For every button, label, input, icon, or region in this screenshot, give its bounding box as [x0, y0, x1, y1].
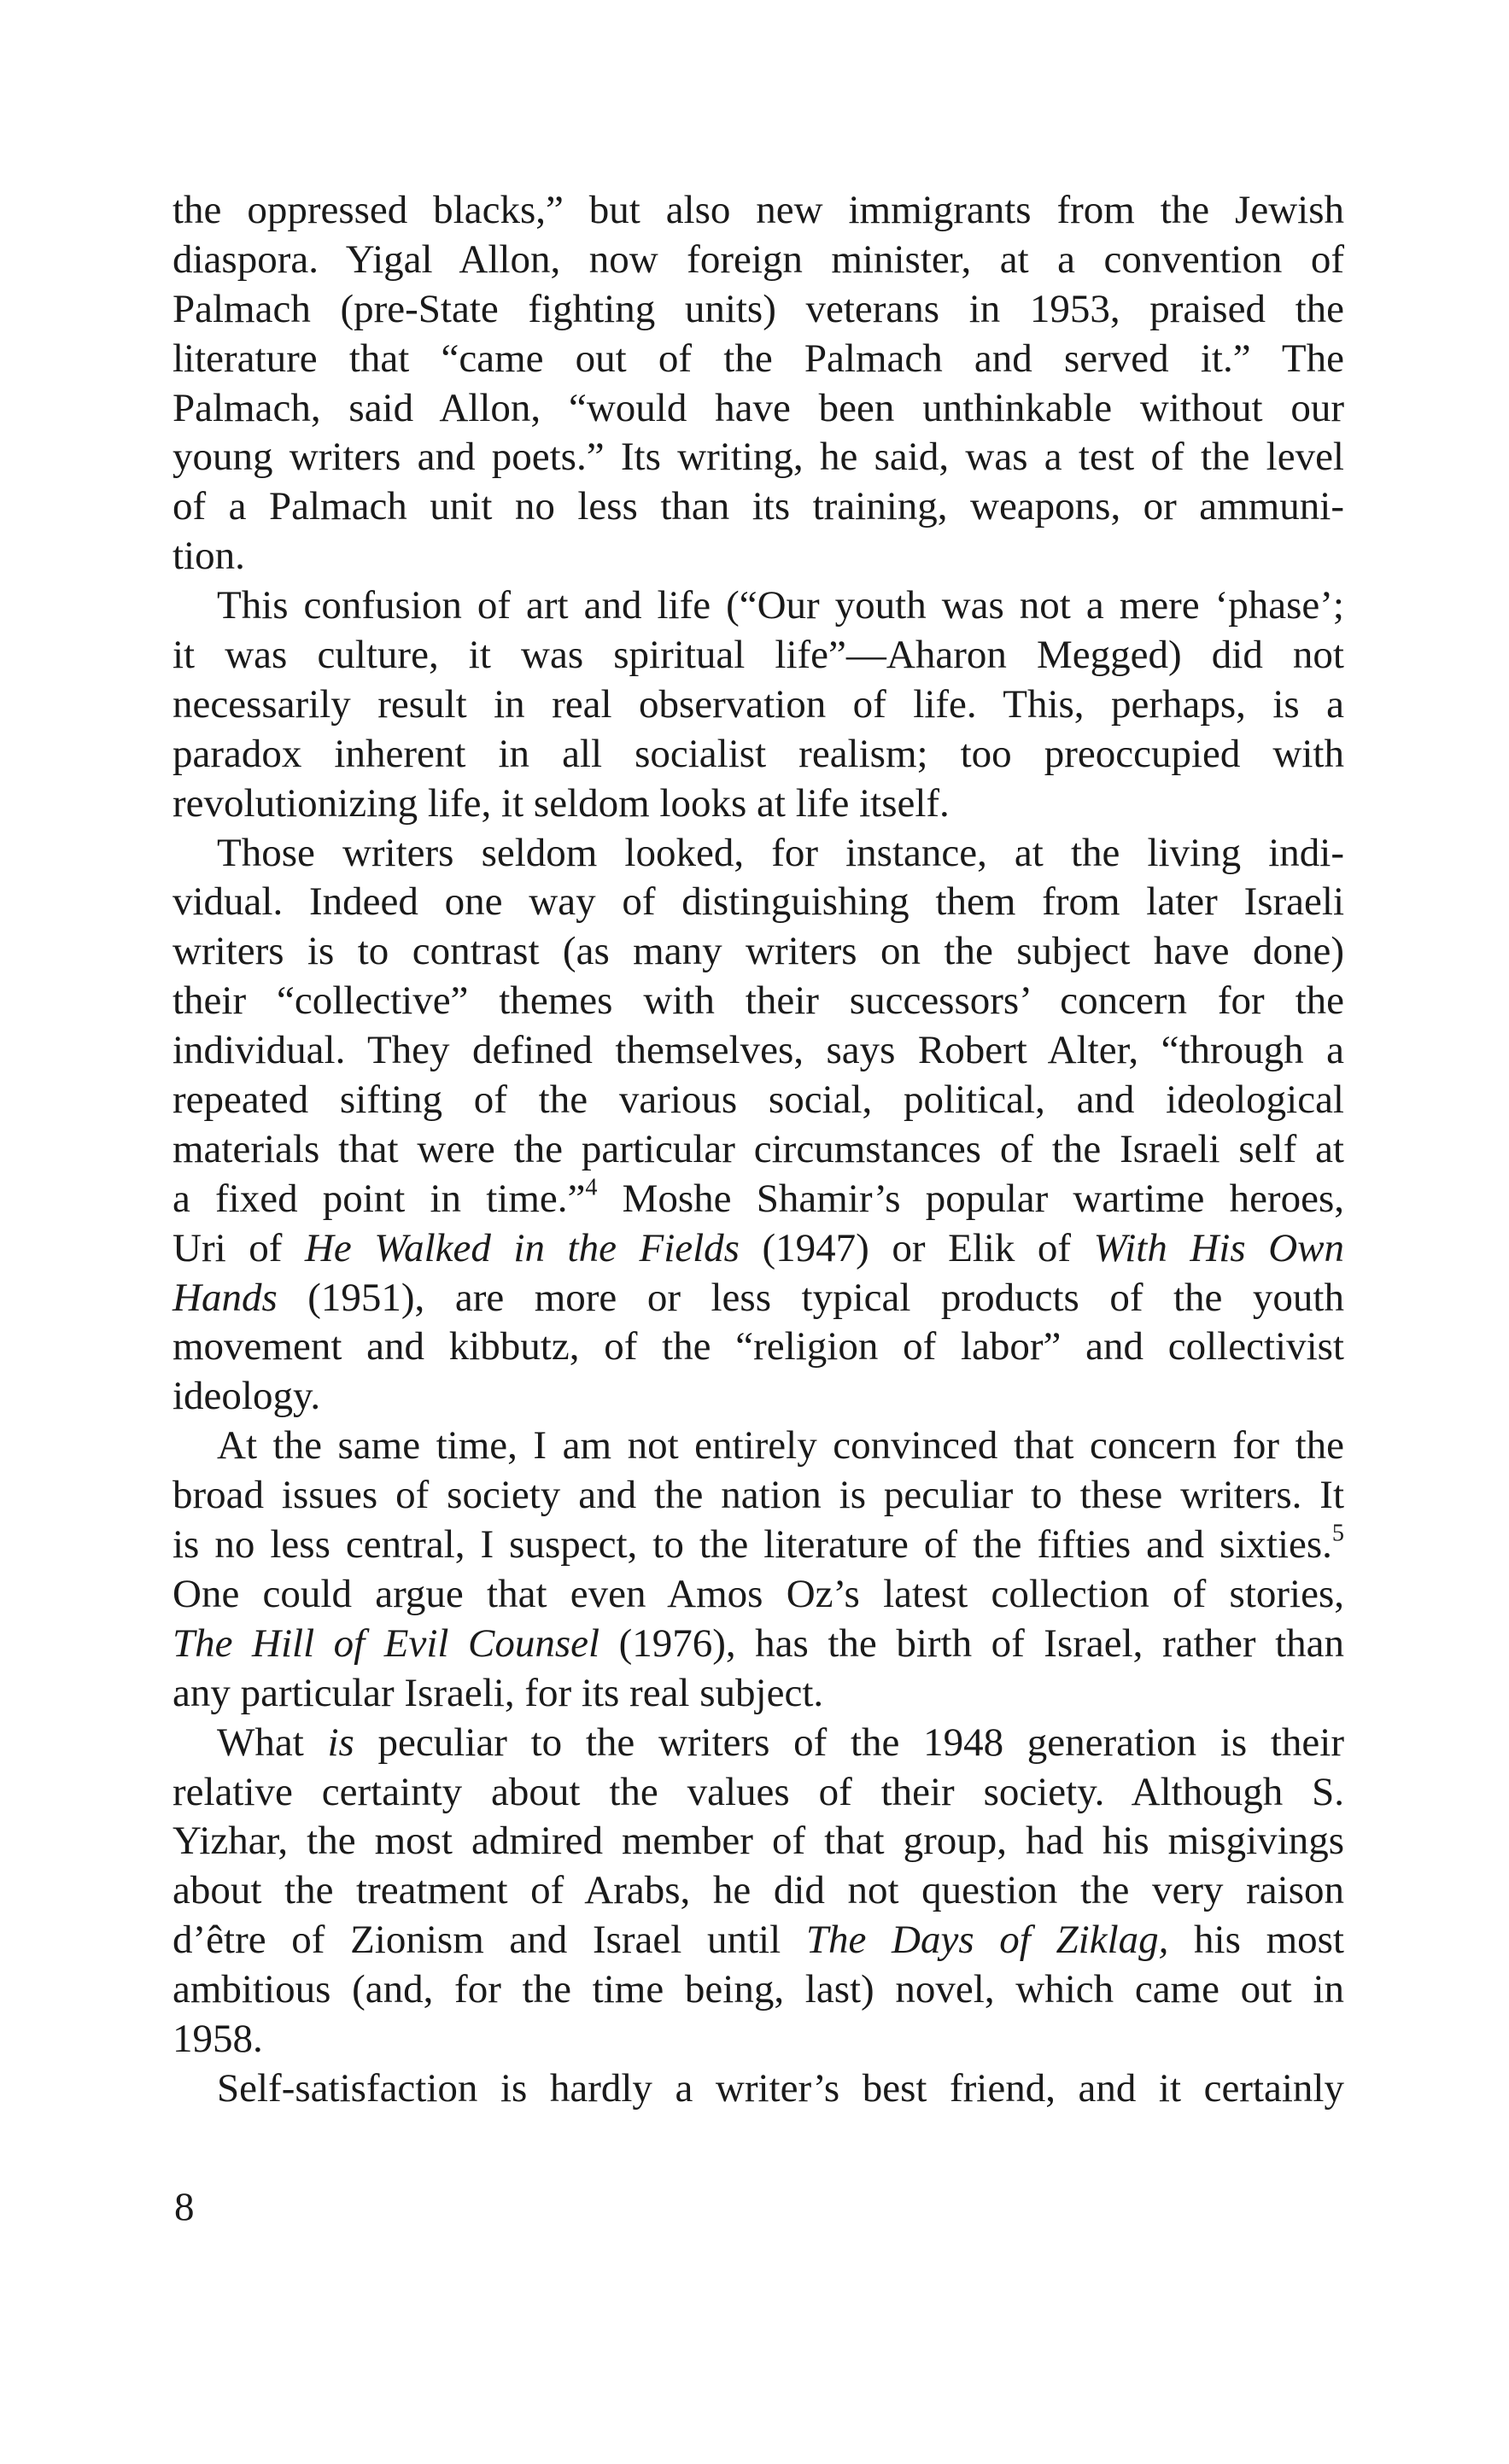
text-line: vidual. Indeed one way of distinguishing them from later Israeli	[173, 879, 1344, 925]
text-line: paradox inherent in all socialist realism; too preoccupied with	[173, 731, 1344, 776]
text-line: The Hill of Evil Counsel (1976), has the birth of Israel, rather than	[173, 1620, 1344, 1666]
paragraph-3	[173, 829, 1344, 1422]
text-line: individual. They defined themselves, says Robert Alter, “through a	[173, 1028, 1344, 1073]
body-text	[173, 186, 1344, 2114]
text-line: ideology.	[173, 1374, 321, 1419]
text-line: Yizhar, the most admired member of that group, had his misgivings	[173, 1819, 1344, 1864]
text-line: necessarily result in real observation of life. This, perhaps, is a	[173, 681, 1344, 727]
text-line: any particular Israeli, for its real subject.	[173, 1670, 824, 1715]
paragraph-6	[173, 2064, 1344, 2114]
text-line: of a Palmach unit no less than its training, weapons, or ammuni-	[173, 484, 1344, 529]
text-line: Hands (1951), are more or less typical products of the youth	[173, 1275, 1344, 1320]
text-line: a fixed point in time.”$^4$ Moshe Shamir’s popular wartime heroes,	[173, 1174, 1344, 1221]
text-line: is no less central, I suspect, to the literature of the fifties and sixties.$^5$	[173, 1520, 1344, 1568]
paragraph-1	[173, 186, 1344, 581]
text-line: it was culture, it was spiritual life”—Aharon Megged) did not	[173, 633, 1344, 678]
text-line: young writers and poets.” Its writing, he said, was a test of the level	[173, 435, 1344, 480]
text-line: literature that “came out of the Palmach and served it.” The	[173, 336, 1344, 381]
text-line: broad issues of society and the nation is peculiar to these writers. It	[173, 1473, 1344, 1518]
page-number: 8	[174, 2185, 195, 2229]
text-line: d’être of Zionism and Israel until The Days of Ziklag, his most	[173, 1918, 1344, 1963]
text-line: At the same time, I am not entirely convinced that concern for the	[217, 1423, 1344, 1468]
paragraph-4	[173, 1422, 1344, 1718]
text-line: Palmach (pre-State fighting units) veterans in 1953, praised the	[173, 286, 1344, 331]
text-line: their “collective” themes with their successors’ concern for the	[173, 978, 1344, 1024]
text-line: movement and kibbutz, of the “religion of labor” and collectivist	[173, 1324, 1344, 1369]
text-line: repeated sifting of the various social, political, and ideological	[173, 1077, 1344, 1123]
text-line: Uri of He Walked in the Fields (1947) or Elik of With His Own	[173, 1225, 1344, 1270]
footnote-ref: 4	[585, 1174, 598, 1201]
text-line: ambitious (and, for the time being, last) novel, which came out in	[173, 1967, 1344, 2012]
text-line: revolutionizing life, it seldom looks at life itself.	[173, 780, 950, 826]
paragraph-2	[173, 581, 1344, 828]
text-line: One could argue that even Amos Oz’s latest collection of stories,	[173, 1571, 1344, 1616]
text-line: This confusion of art and life (“Our youth was not a mere ‘phase’;	[217, 583, 1344, 628]
text-line: What is peculiar to the writers of the 1948 generation is their	[217, 1720, 1344, 1765]
text-line: tion.	[173, 534, 245, 579]
text-line: the oppressed blacks,” but also new immigrants from the Jewish	[173, 188, 1344, 232]
text-line: about the treatment of Arabs, he did not question the very raison	[173, 1868, 1344, 1913]
paragraph-5	[173, 1719, 1344, 2064]
footnote-ref: 5	[1331, 1520, 1344, 1547]
text-line: Self-satisfaction is hardly a writer’s best friend, and it certainly	[217, 2065, 1344, 2111]
text-line: 1958.	[173, 2016, 263, 2061]
text-line: relative certainty about the values of their society. Although S.	[173, 1769, 1344, 1814]
text-line: materials that were the particular circumstances of the Israeli self at	[173, 1126, 1344, 1171]
text-line: Palmach, said Allon, “would have been unthinkable without our	[173, 385, 1344, 430]
text-line: diaspora. Yigal Allon, now foreign minister, at a convention of	[173, 236, 1344, 282]
text-line: Those writers seldom looked, for instance, at the living indi-	[217, 830, 1344, 875]
text-line: writers is to contrast (as many writers on the subject have done)	[173, 929, 1344, 974]
